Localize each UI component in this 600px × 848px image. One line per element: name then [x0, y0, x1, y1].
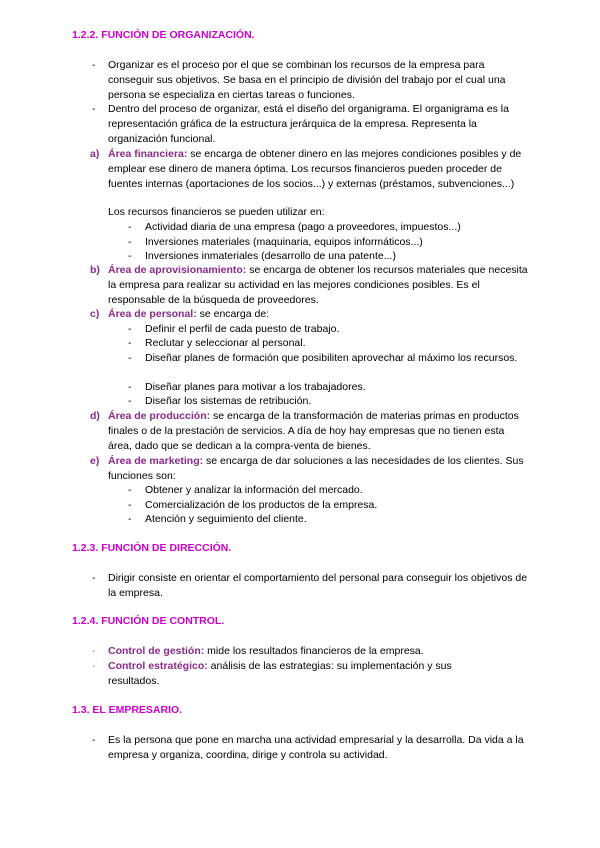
list-marker-b: b) — [90, 264, 100, 276]
sub-dash: - — [128, 513, 132, 525]
sub-dash: - — [128, 323, 132, 335]
bullet-dash: - — [92, 59, 96, 71]
area-title: Área de aprovisionamiento: — [108, 264, 247, 276]
sub-dash: - — [128, 484, 132, 496]
area-text: se encarga de dar soluciones a las necesidades de los clientes. Sus funciones son: — [108, 455, 524, 482]
area-text: se encarga de la transformación de materias primas en productos finales o de la prestación de servicios. A día de hoy hay empresas que no tienen esta área, dado que se dedican a la compra-venta de bienes. — [108, 410, 519, 452]
list-marker-c: c) — [90, 308, 100, 320]
list-item: Diseñar planes para motivar a los trabajadores. — [145, 381, 366, 393]
section-heading-control: 1.2.4. FUNCIÓN DE CONTROL. — [72, 615, 225, 627]
area-aprovisionamiento — [108, 263, 528, 307]
sub-dash: - — [128, 236, 132, 248]
list-item: Inversiones inmateriales (desarrollo de una patente...) — [145, 250, 396, 262]
sub-dash: - — [128, 250, 132, 262]
paragraph-dirigir: Dirigir consiste en orientar el comportamiento del personal para conseguir los objetivos de la empresa. — [108, 572, 528, 599]
list-item: Inversiones materiales (maquinaria, equipos informáticos...) — [145, 236, 423, 248]
list-marker-d: d) — [90, 410, 100, 422]
sub-dash: - — [128, 395, 132, 407]
financial-intro: Los recursos financieros se pueden utilizar en: — [108, 206, 325, 218]
sub-dash: - — [128, 221, 132, 233]
bullet-dash: - — [92, 645, 96, 657]
list-marker-a: a) — [90, 148, 100, 160]
section-heading-empresario: 1.3. EL EMPRESARIO. — [72, 704, 183, 716]
section-heading-direccion: 1.2.3. FUNCIÓN DE DIRECCIÓN. — [72, 542, 232, 554]
area-title: Área de producción: — [108, 410, 211, 422]
control-gestion — [108, 644, 528, 659]
sub-dash: - — [128, 352, 132, 364]
list-item: Comercialización de los productos de la empresa. — [145, 499, 378, 511]
paragraph-organigrama: Dentro del proceso de organizar, está el diseño del organigrama. El organigrama es la representación gráfica de la estructura jerárquica de la empresa. Representa la organización funcional. — [108, 103, 509, 145]
section-heading-organizacion: 1.2.2. FUNCIÓN DE ORGANIZACIÓN. — [72, 29, 255, 41]
list-marker-e: e) — [90, 455, 100, 467]
sub-dash: - — [128, 337, 132, 349]
area-marketing — [108, 454, 528, 484]
area-personal — [108, 307, 528, 322]
list-item: Diseñar los sistemas de retribución. — [145, 395, 312, 407]
area-text: se encarga de: — [196, 308, 270, 320]
sub-dash: - — [128, 499, 132, 511]
area-title: Área de personal: — [108, 308, 197, 320]
control-estrategico — [108, 659, 488, 689]
bullet-dash: - — [92, 734, 96, 746]
list-item: Reclutar y seleccionar al personal. — [145, 337, 306, 349]
control-text: mide los resultados financieros de la empresa. — [204, 645, 424, 657]
bullet-dash: - — [92, 660, 96, 672]
control-title: Control estratégico: — [108, 660, 208, 672]
control-text: análisis de las estrategias: su implementación y sus resultados. — [108, 660, 452, 687]
paragraph-empresario: Es la persona que pone en marcha una actividad empresarial y la desarrolla. Da vida a la empresa y organiza, coordina, dirige y controla su actividad. — [108, 734, 524, 761]
list-item: Obtener y analizar la información del mercado. — [145, 484, 363, 496]
list-item: Atención y seguimiento del cliente. — [145, 513, 307, 525]
sub-dash: - — [128, 381, 132, 393]
control-title: Control de gestión: — [108, 645, 205, 657]
area-text: se encarga de obtener los recursos materiales que necesita la empresa para realizar su actividad en las mejores condiciones posibles. Es el responsable de la búsqueda de proveedores. — [108, 264, 528, 306]
bullet-dash: - — [92, 572, 96, 584]
list-item: Actividad diaria de una empresa (pago a proveedores, impuestos...) — [145, 221, 461, 233]
area-title: Área financiera: — [108, 148, 188, 160]
paragraph-organizar: Organizar es el proceso por el que se combinan los recursos de la empresa para conseguir sus objetivos. Se basa en el principio de división del trabajo por el cual una persona se especializa en ciertas tareas o funciones. — [108, 59, 506, 101]
bullet-dash: - — [92, 103, 96, 115]
area-financiera — [108, 147, 528, 191]
list-item: Definir el perfil de cada puesto de trabajo. — [145, 323, 340, 335]
area-text: se encarga de obtener dinero en las mejores condiciones posibles y de emplear ese dinero de manera óptima. Los recursos financieros pueden proceder de fuentes internas (aportaciones de los socios...) y externas (préstamos, subvenciones...) — [108, 148, 522, 190]
area-title: Área de marketing: — [108, 455, 204, 467]
list-item: Diseñar planes de formación que posibiliten aprovechar al máximo los recursos. — [145, 352, 518, 364]
area-produccion — [108, 409, 528, 453]
